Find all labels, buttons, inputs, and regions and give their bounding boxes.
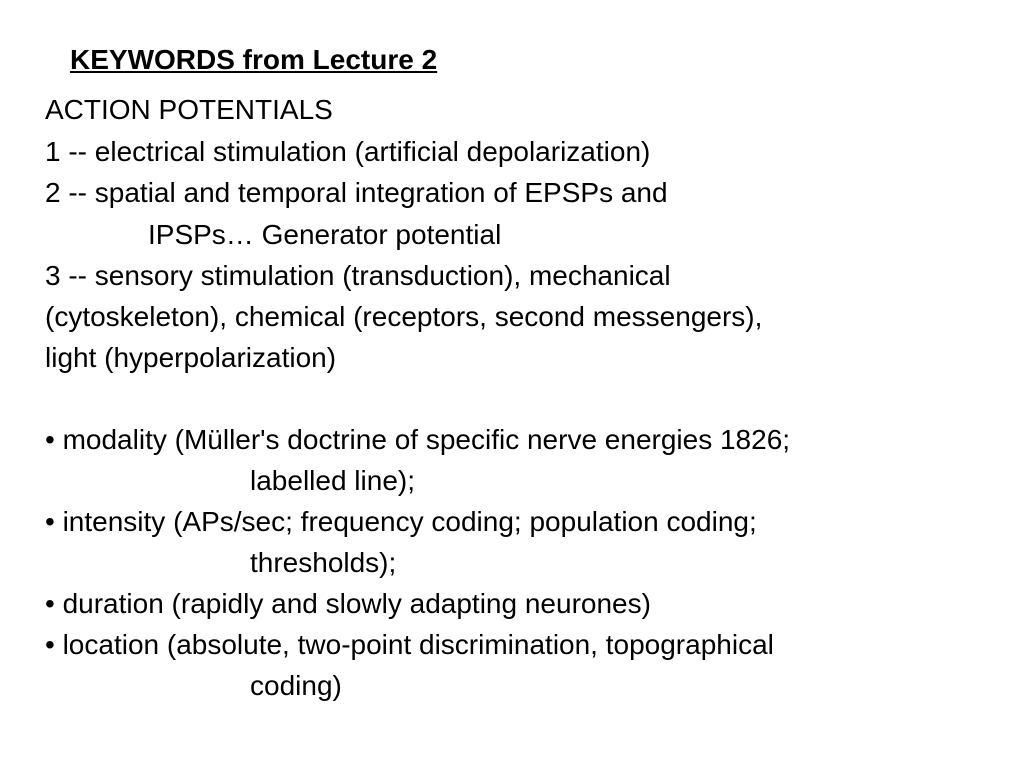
text-line: 1 -- electrical stimulation (artificial depolarization) <box>45 136 651 167</box>
bullet-item: • duration (rapidly and slowly adapting neurones) <box>45 588 651 619</box>
section-heading: ACTION POTENTIALS <box>45 94 333 125</box>
text-line: 2 -- spatial and temporal integration of EPSPs and <box>45 177 668 208</box>
bullet-continuation: thresholds); <box>250 547 397 578</box>
bullet-item: • location (absolute, two-point discrimination, topographical <box>45 629 774 660</box>
text-line: (cytoskeleton), chemical (receptors, second messengers), <box>45 301 763 332</box>
bullet-item: • intensity (APs/sec; frequency coding; population coding; <box>45 506 757 537</box>
text-line: light (hyperpolarization) <box>45 342 337 373</box>
bullet-continuation: labelled line); <box>250 465 415 496</box>
bullet-continuation: coding) <box>250 670 342 701</box>
text-line: 3 -- sensory stimulation (transduction), mechanical <box>45 260 671 291</box>
text-line-indented: IPSPs… Generator potential <box>148 219 502 250</box>
bullet-item: • modality (Müller's doctrine of specific nerve energies 1826; <box>45 424 791 455</box>
slide-title: KEYWORDS from Lecture 2 <box>70 44 438 75</box>
